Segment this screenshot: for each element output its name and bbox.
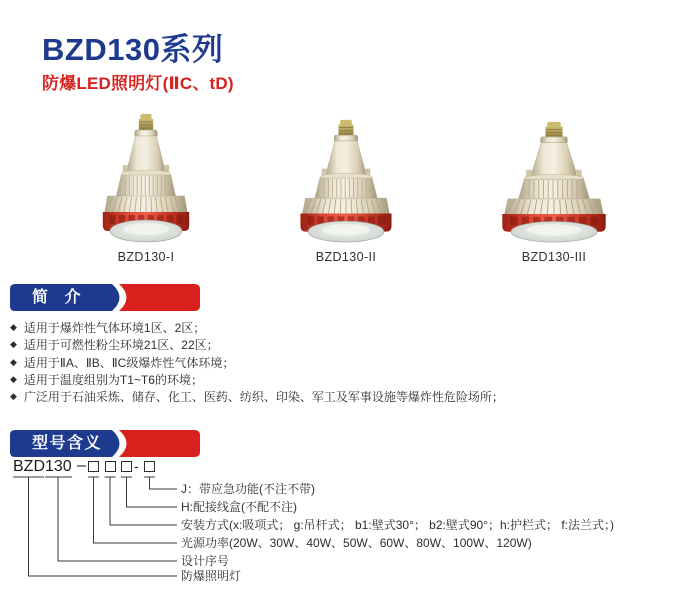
lamp-image-bzd130-iii-icon [487,120,621,244]
section-heading-model-meaning: 型号含义 [32,435,103,452]
product-label: BZD130-I [117,250,175,264]
diamond-bullet-icon: ◆ [10,356,17,367]
model-box [144,461,155,472]
model-legend-junction-box: H:配接线盒(不配不注) [181,500,297,514]
model-box [88,461,99,472]
product-figure [283,118,409,264]
model-legend-mounting: 安装方式(x:吸项式； g:吊杆式； b1:壁式30°； b2:壁式90°；h:护栏式； f:法兰式；) [181,518,615,532]
diamond-bullet-icon: ◆ [10,391,17,402]
model-series: 130 [45,458,72,475]
intro-bullet [10,354,678,371]
page-title: BZD130系列 [42,32,224,67]
intro-bullet-text: 广泛用于石油采炼、储存、化工、医药、纺织、印染、军工及军事设施等爆炸性危险场所； [23,390,504,405]
product-figure [85,112,207,264]
product-figure [480,120,628,264]
intro-bullet-text: 适用于可燃性粉尘环境21区、22区； [23,338,219,353]
diamond-bullet-icon: ◆ [10,374,17,385]
model-legend-design-number: 设计序号 [181,554,230,568]
diamond-bullet-icon: ◆ [10,339,17,350]
model-legend-power: 光源功率(20W、30W、40W、50W、60W、80W、100W、120W) [181,536,532,550]
intro-bullet [10,388,678,405]
section-heading-intro: 简 介 [32,289,87,306]
intro-bullet-text: 适用于爆炸性气体环境1区、2区； [23,321,206,336]
intro-bullet-list [10,319,678,405]
model-legend-emergency: J：带应急功能(不注不带) [181,482,315,496]
intro-bullet [10,371,678,388]
intro-bullet-text: 适用于温度组别为T1~T6的环境； [23,373,203,388]
intro-bullet [10,336,678,353]
model-box [105,461,116,472]
product-label: BZD130-II [315,250,377,264]
section-banner-intro [10,284,200,311]
model-dash: - [134,458,139,474]
lamp-image-bzd130-ii-icon [287,118,405,244]
diamond-bullet-icon: ◆ [10,322,17,333]
model-box [121,461,132,472]
model-legend-product-type: 防爆照明灯 [181,569,242,583]
lamp-image-bzd130-i-icon [90,112,202,244]
product-label: BZD130-III [521,250,587,264]
section-banner-model-meaning [10,430,200,457]
page-subtitle: 防爆LED照明灯(ⅡC、tD) [42,74,234,93]
intro-bullet [10,319,678,336]
model-dash: – [77,457,86,474]
model-brand: BZD [13,458,45,475]
intro-bullet-text: 适用于ⅡA、ⅡB、ⅡC级爆炸性气体环境； [23,355,235,370]
